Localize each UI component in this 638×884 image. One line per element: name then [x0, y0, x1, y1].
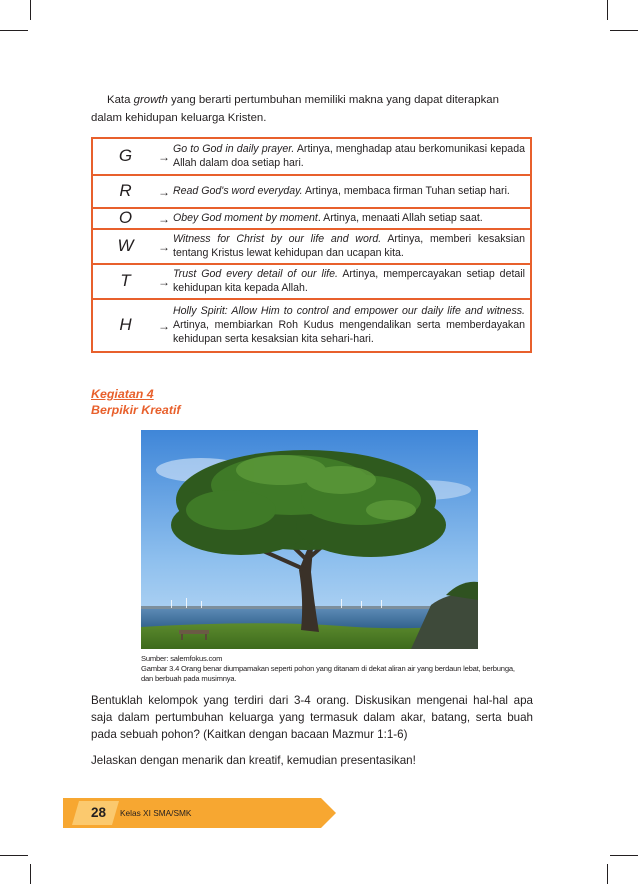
growth-letter: W [92, 229, 158, 264]
growth-description [168, 175, 531, 208]
closing-paragraph: Jelaskan dengan menarik dan kreatif, kemudian presentasikan! [91, 754, 416, 767]
arrow-icon: → [158, 175, 168, 208]
growth-description [168, 208, 531, 229]
growth-letter: O [92, 208, 158, 229]
growth-meaning: Artinya, membaca firman Tuhan setiap hari. [302, 185, 510, 197]
figure-caption-text: Gambar 3.4 Orang benar diumpamakan seperti pohon yang ditanam di dekat aliran air yang berdaun lebat, berbunga, dan berbuah pada musimnya. [141, 664, 515, 683]
intro-rest: yang berarti pertumbuhan memiliki makna yang dapat diterapkan dalam kehidupan keluarga Kristen. [91, 94, 499, 124]
growth-letter: T [92, 264, 158, 299]
crop-mark [0, 855, 28, 856]
growth-description [168, 229, 531, 264]
growth-row-w [92, 229, 531, 264]
crop-mark [607, 864, 608, 884]
growth-meaning: Artinya, membiarkan Roh Kudus mengendalikan serta memberdayakan kehidupan serta kesaksian kita sehari-hari. [173, 319, 525, 345]
growth-letter: H [92, 299, 158, 352]
growth-row-g [92, 138, 531, 175]
arrow-icon: → [158, 138, 168, 175]
growth-row-r [92, 175, 531, 208]
growth-letter: R [92, 175, 158, 208]
crop-mark [0, 30, 28, 31]
arrow-icon: → [158, 299, 168, 352]
growth-meaning: Artinya, menghadap atau berkomunikasi kepada Allah dalam doa setiap hari. [173, 143, 525, 169]
crop-mark [30, 0, 31, 20]
class-label: Kelas XI SMA/SMK [120, 808, 192, 818]
growth-row-t [92, 264, 531, 299]
crop-mark [30, 864, 31, 884]
growth-description [168, 264, 531, 299]
growth-table [91, 137, 532, 353]
instruction-paragraph: Bentuklah kelompok yang terdiri dari 3-4 orang. Diskusikan mengenai hal-hal apa saja dalam pertumbuhan keluarga yang termasuk dalam akar, batang, serta buah pada sebuah pohon? (Kaitkan dengan bacaan Mazmur 1:1-6) [91, 694, 533, 741]
growth-description [168, 299, 531, 352]
page-number: 28 [91, 805, 107, 820]
growth-phrase: Go to God in daily prayer. [173, 143, 295, 155]
growth-letter: G [92, 138, 158, 175]
arrow-icon: → [158, 229, 168, 264]
page-footer [63, 798, 336, 828]
growth-phrase: Trust God every detail of our life. [173, 268, 338, 280]
figure-caption [141, 654, 521, 684]
growth-phrase: Witness for Christ by our life and word. [173, 233, 382, 245]
activity-heading [91, 386, 181, 418]
growth-phrase: Obey God moment by moment [173, 212, 318, 224]
crop-mark [607, 0, 608, 20]
growth-phrase: Holly Spirit: Allow Him to control and empower our daily life and witness. [173, 305, 525, 317]
figure-source: Sumber: salemfokus.com [141, 654, 223, 663]
arrow-icon: → [158, 208, 168, 229]
crop-mark [610, 855, 638, 856]
activity-subtitle: Berpikir Kreatif [91, 403, 181, 417]
growth-description [168, 138, 531, 175]
arrow-icon: → [158, 264, 168, 299]
growth-meaning: . Artinya, menaati Allah setiap saat. [317, 212, 483, 224]
intro-growth-word: growth [133, 94, 168, 106]
intro-lead: Kata [107, 94, 134, 106]
growth-row-o [92, 208, 531, 229]
tree-photo [141, 430, 478, 649]
growth-meaning: Artinya, mempercayakan setiap detail kehidupan kita kepada Allah. [173, 268, 525, 294]
growth-meaning: Artinya, memberi kesaksian tentang Kristus lewat kehidupan dan ucapan kita. [173, 233, 525, 259]
growth-phrase: Read God's word everyday. [173, 185, 303, 197]
activity-title: Kegiatan 4 [91, 387, 154, 401]
crop-mark [610, 30, 638, 31]
growth-row-h [92, 299, 531, 352]
intro-paragraph [91, 91, 532, 127]
